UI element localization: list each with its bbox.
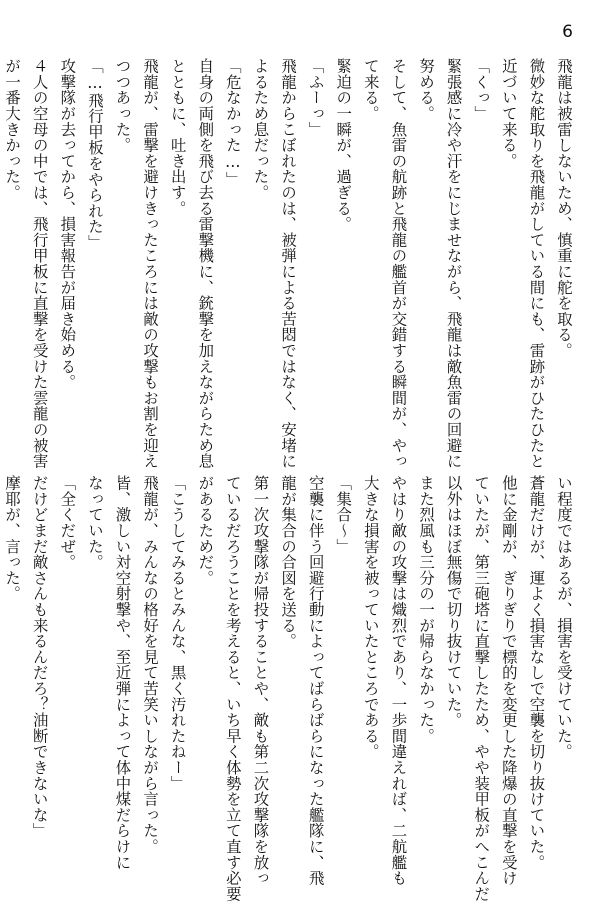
- text-line: 緊迫の一瞬が、過ぎる。: [334, 58, 353, 232]
- text-line: よるため息だった。: [251, 58, 270, 201]
- text-line: なっていた。: [85, 475, 104, 570]
- text-line: 「ふーっ」: [306, 58, 325, 137]
- upper-text-block: [3, 58, 575, 469]
- text-line: 飛龍が、雷撃を避けきったころには敵の攻撃もお割を迎え: [141, 58, 160, 469]
- text-line: 摩耶が、言った。: [3, 475, 22, 602]
- text-line: 近づいて来る。: [499, 58, 518, 169]
- text-line: 飛龍が、みんなの格好を見て苦笑いしながら言った。: [141, 475, 160, 855]
- text-line: 微妙な舵取りを飛龍がしている間にも、雷跡がひたひたと: [527, 58, 546, 469]
- text-line: 「集合〜」: [334, 475, 353, 554]
- text-line: 努める。: [417, 58, 436, 122]
- page-number: 6: [562, 22, 573, 42]
- text-line: 以外はほぼ無傷で切り抜けていた。: [444, 475, 463, 728]
- text-line: つつあった。: [113, 58, 132, 153]
- text-line: 「全くだぜ。: [58, 475, 77, 570]
- text-line: とともに、吐き出す。: [168, 58, 187, 216]
- text-line: 他に金剛が、ぎりぎりで標的を変更した降爆の直撃を受け: [499, 475, 518, 886]
- text-line: ４人の空母の中では、飛行甲板に直撃を受けた雲龍の被害: [30, 58, 49, 469]
- text-line: 飛龍からこぼれたのは、被弾による苦悶ではなく、安堵に: [279, 58, 298, 469]
- text-line: 「危なかった…」: [223, 58, 242, 187]
- text-line: また烈風も三分の一が帰らなかった。: [417, 475, 436, 744]
- text-line: だけどまだ敵さんも来るんだろ？油断できないな」: [30, 475, 49, 839]
- text-line: 飛龍は被雷しないため、慎重に舵を取る。: [555, 58, 573, 359]
- text-line: 「くっ」: [472, 58, 491, 122]
- text-line: い程度ではあるが、損害を受けていた。: [555, 475, 573, 760]
- text-line: 空襲に伴う回避行動によってばらばらになった艦隊に、飛: [306, 475, 325, 886]
- text-line: 第一次攻撃隊が帰投することや、敵も第二次攻撃隊を放っ: [251, 475, 270, 886]
- text-line: 自身の両側を飛び去る雷撃機に、銃撃を加えながらため息: [196, 58, 215, 469]
- text-line: 皆、激しい対空射撃や、至近弾によって体中煤だらけに: [113, 475, 132, 870]
- text-line: て来る。: [361, 58, 380, 122]
- text-line: やはり敵の攻撃は熾烈であり、一歩間違えれば、二航艦も: [389, 475, 408, 886]
- text-line: ていたが、第三砲塔に直撃したため、やや装甲板がへこんだ: [472, 475, 491, 902]
- text-line: 「…飛行甲板をやられた」: [85, 58, 104, 251]
- text-line: 蒼龍だけが、運よく損害なしで空襲を切り抜けていた。: [527, 475, 546, 870]
- lower-text-block: [3, 475, 575, 902]
- text-line: 龍が集合の合図を送る。: [279, 475, 298, 649]
- text-line: が一番大きかった。: [3, 58, 22, 201]
- text-line: があるためだ。: [196, 475, 215, 586]
- text-line: 緊張感に冷や汗をにじませながら、飛龍は敵魚雷の回避に: [444, 58, 463, 469]
- text-line: 攻撃隊が去ってから、損害報告が届き始める。: [58, 58, 77, 390]
- text-line: 大きな損害を被っていたところである。: [361, 475, 380, 760]
- text-line: 「こうしてみるとみんな、黒く汚れたねー」: [168, 475, 187, 791]
- text-line: ているだろうことを考えると、いち早く体勢を立て直す必要: [223, 475, 242, 902]
- text-line: そして、魚雷の航跡と飛龍の艦首が交錯する瞬間が、やっ: [389, 58, 408, 469]
